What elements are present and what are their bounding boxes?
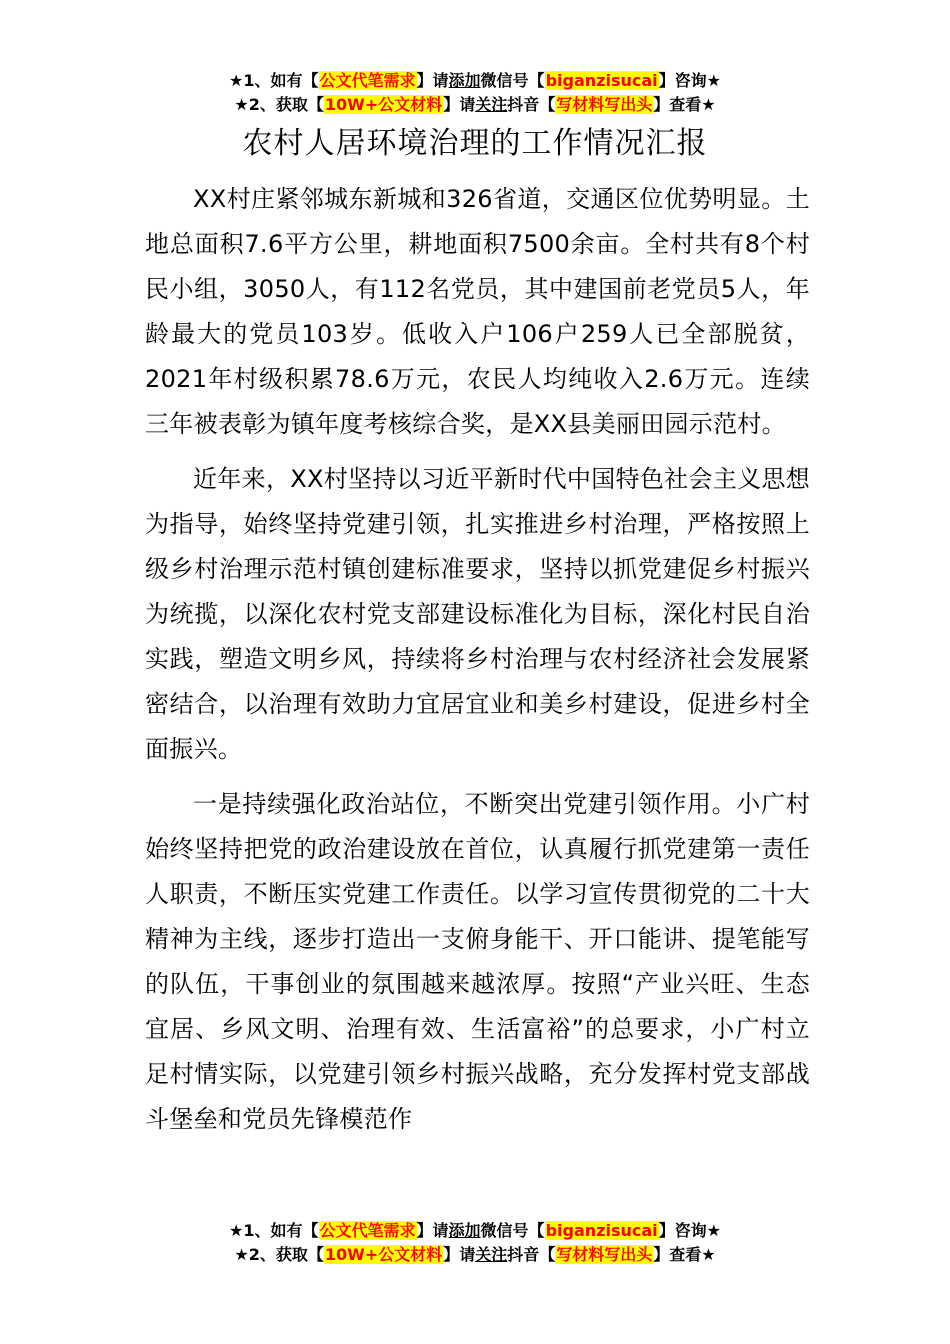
header-promo-banner xyxy=(0,69,950,117)
paragraph-village-overview: XX村庄紧邻城东新城和326省道，交通区位优势明显。土地总面积7.6平方公里，耕地面积7500余亩。全村共有8个村民小组，3050人，有112名党员，其中建国前老党员5人，年龄最大的党员103岁。低收入户106户259人已全部脱贫，2021年村级积累78.6万元，农民人均纯收入2.6万元。连续三年被表彰为镇年度考核综合奖，是XX县美丽田园示范村。 xyxy=(145,185,810,438)
promo-text: ★1、如有【 xyxy=(229,71,319,90)
promo-text: 抖音【 xyxy=(507,95,556,114)
promo-text: 】查看★ xyxy=(653,1245,716,1264)
highlight-wechat-id: biganzisucai xyxy=(545,71,658,90)
promo-text: ★2、获取【 xyxy=(234,1245,324,1264)
paragraph-governance-summary: 近年来，XX村坚持以习近平新时代中国特色社会主义思想为指导，始终坚持党建引领，扎实推进乡村治理，严格按照上级乡村治理示范村镇创建标准要求，坚持以抓党建促乡村振兴为统揽，以深化农村党支部建设标准化为目标，深化村民自治实践，塑造文明乡风，持续将乡村治理与农村经济社会发展紧密结合，以治理有效助力宜居宜业和美乡村建设，促进乡村全面振兴。 xyxy=(145,465,810,763)
promo-line-2 xyxy=(0,1243,950,1267)
highlight-douyin-account: 写材料写出头 xyxy=(556,95,653,114)
promo-text: 】请 xyxy=(443,1245,476,1264)
promo-text: ★2、获取【 xyxy=(234,95,324,114)
highlight-materials: 10W+公文材料 xyxy=(324,1245,443,1264)
promo-line-2 xyxy=(0,93,950,117)
promo-emphasis: 添加 xyxy=(448,71,481,90)
highlight-wechat-id: biganzisucai xyxy=(545,1221,658,1240)
footer-promo-banner xyxy=(0,1219,950,1267)
promo-line-1 xyxy=(0,69,950,93)
promo-emphasis: 关注 xyxy=(475,95,508,114)
promo-text: ★1、如有【 xyxy=(229,1221,319,1240)
promo-text: 】请 xyxy=(416,1221,449,1240)
highlight-materials: 10W+公文材料 xyxy=(324,95,443,114)
promo-text: 微信号【 xyxy=(480,1221,545,1240)
promo-text: 微信号【 xyxy=(480,71,545,90)
promo-line-1 xyxy=(0,1219,950,1243)
promo-text: 抖音【 xyxy=(507,1245,556,1264)
document-title: 农村人居环境治理的工作情况汇报 xyxy=(242,126,708,161)
promo-text: 】咨询★ xyxy=(658,71,721,90)
promo-emphasis: 关注 xyxy=(475,1245,508,1264)
highlight-service: 公文代笔需求 xyxy=(319,71,416,90)
promo-emphasis: 添加 xyxy=(448,1221,481,1240)
promo-text: 】查看★ xyxy=(653,95,716,114)
document-body xyxy=(145,177,810,1152)
paragraph-party-leadership: 一是持续强化政治站位，不断突出党建引领作用。小广村始终坚持把党的政治建设放在首位，认真履行抓党建第一责任人职责，不断压实党建工作责任。以学习宣传贯彻党的二十大精神为主线，逐步打造出一支俯身能干、开口能讲、提笔能写的队伍，干事创业的氛围越来越浓厚。按照“产业兴旺、生态宜居、乡风文明、治理有效、生活富裕”的总要求，小广村立足村情实际，以党建引领乡村振兴战略，充分发挥村党支部战斗堡垒和党员先锋模范作 xyxy=(145,790,810,1133)
promo-text: 】请 xyxy=(443,95,476,114)
highlight-service: 公文代笔需求 xyxy=(319,1221,416,1240)
promo-text: 】咨询★ xyxy=(658,1221,721,1240)
highlight-douyin-account: 写材料写出头 xyxy=(556,1245,653,1264)
promo-text: 】请 xyxy=(416,71,449,90)
